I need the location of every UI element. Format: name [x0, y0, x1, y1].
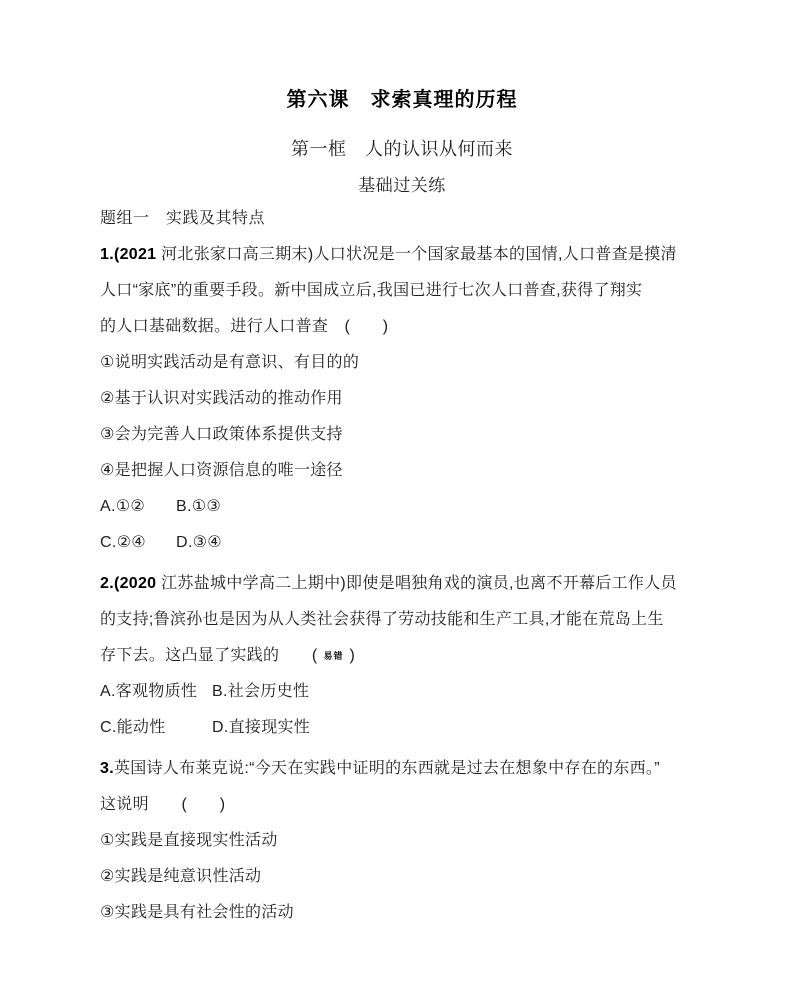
- question-2-stem-line-3-pre: 存下去。这凸显了实践的 (: [100, 647, 318, 664]
- question-1-stem-line-2: 人口“家底”的重要手段。新中国成立后,我国已进行七次人口普查,获得了翔实: [100, 282, 643, 299]
- question-list: [100, 237, 704, 931]
- error-prone-badge: 易错: [323, 651, 344, 661]
- question-3: [100, 751, 704, 931]
- question-3-statement-2: ②实践是纯意识性活动: [100, 868, 262, 885]
- frame-subtitle: 第一框 人的认识从何而来: [291, 139, 513, 159]
- question-2-choice-d: D.直接现实性: [212, 719, 311, 736]
- question-1-statement-2: ②基于认识对实践活动的推动作用: [100, 390, 343, 407]
- question-1-choice-row-1: [100, 489, 704, 525]
- question-2-stem-line-3: [100, 638, 704, 674]
- question-2-choice-b: B.社会历史性: [212, 683, 310, 700]
- question-1-stem-text: 河北张家口高三期末)人口状况是一个国家最基本的国情,人口普查是摸清: [156, 246, 677, 263]
- question-2-stem-line-1: [100, 566, 704, 602]
- question-2-stem-line-3-post: ): [349, 647, 356, 664]
- question-1-statement-3: ③会为完善人口政策体系提供支持: [100, 426, 343, 443]
- question-2-choice-c: C.能动性: [100, 719, 166, 736]
- section-title: 基础过关练: [358, 176, 446, 195]
- question-1-stem-line-1: [100, 237, 704, 273]
- question-2-stem-text: 江苏盐城中学高二上期中)即使是唱独角戏的演员,也离不开幕后工作人员: [156, 575, 677, 592]
- question-1-stem-line-3: 的人口基础数据。进行人口普查 ( ): [100, 318, 389, 335]
- question-1-statement-4: ④是把握人口资源信息的唯一途径: [100, 462, 343, 479]
- question-3-stem-line-1: [100, 751, 704, 787]
- question-1-choice-b: B.①③: [176, 498, 222, 515]
- question-3-stem-text: 英国诗人布莱克说:“今天在实践中证明的东西就是过去在想象中存在的东西。”: [113, 760, 660, 777]
- question-2: [100, 566, 704, 746]
- question-2-choice-row-2: [100, 710, 704, 746]
- question-3-number: 3.: [100, 760, 114, 777]
- question-2-choice-row-1: [100, 674, 704, 710]
- question-group-heading: 题组一 实践及其特点: [100, 210, 266, 227]
- question-3-stem-line-2: 这说明 ( ): [100, 796, 226, 813]
- question-1-statement-1: ①说明实践活动是有意识、有目的的: [100, 354, 360, 371]
- question-3-statement-3: ③实践是具有社会性的活动: [100, 904, 294, 921]
- question-1: [100, 237, 704, 561]
- question-2-number: 2.(2020: [100, 575, 157, 592]
- question-2-choice-a: A.客观物质性: [100, 683, 198, 700]
- question-1-choice-d: D.③④: [176, 534, 222, 551]
- question-1-choice-c: C.②④: [100, 534, 146, 551]
- question-1-choice-a: A.①②: [100, 498, 146, 515]
- lesson-title: 第六课 求索真理的历程: [286, 89, 518, 111]
- question-1-number: 1.(2021: [100, 246, 157, 263]
- question-1-choice-row-2: [100, 525, 704, 561]
- question-3-statement-1: ①实践是直接现实性活动: [100, 832, 278, 849]
- question-2-stem-line-2: 的支持;鲁滨孙也是因为从人类社会获得了劳动技能和生产工具,才能在荒岛上生: [100, 611, 664, 628]
